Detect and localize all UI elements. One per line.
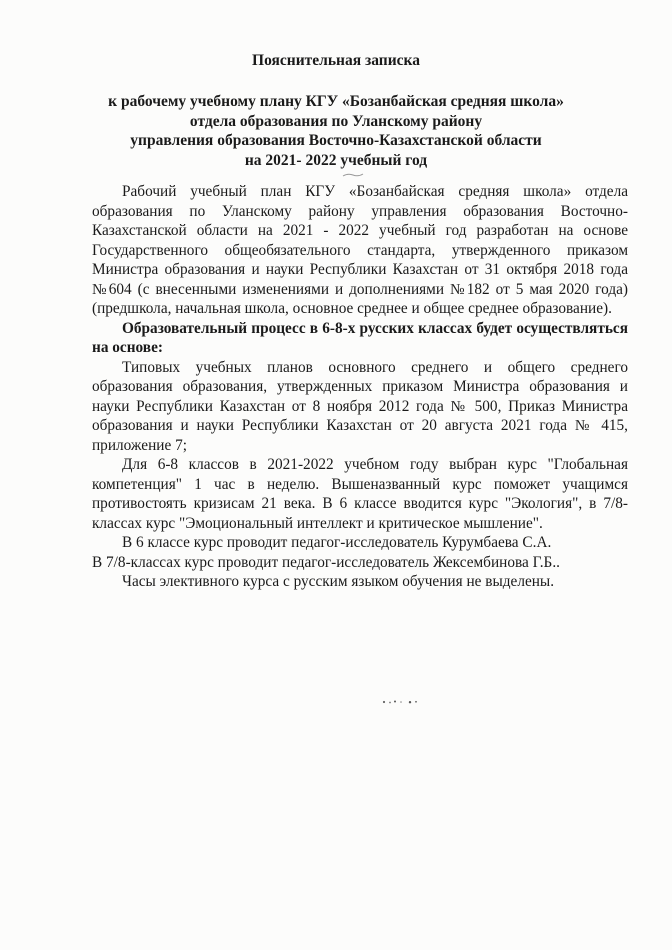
scan-speck-icon — [342, 172, 364, 178]
subtitle-line: управления образования Восточно-Казахстанской области — [130, 132, 542, 149]
paragraph-course: Для 6-8 классов в 2021-2022 учебном году выбран курс "Глобальная компетенция" 1 час в неделю. Вышеназванный курс поможет учащимся противостоять кризисам 21 века. В 6 классе вводится курс "Экология", в 7/8-классах курс "Эмоциональный интеллект и критическое мышление". — [92, 456, 628, 532]
paragraph-typical-plans: Типовых учебных планов основного среднего и общего среднего образования образования, утвержденных приказом Министра образования и науки Республики Казахстан от 8 ноября 2012 года № 500, Приказ Министра образования и науки Республики Казахстан от 20 августа 2021 года № 415, приложение 7; — [92, 358, 628, 454]
paragraph-teacher-78: В 7/8-классах курс проводит педагог-исследователь Жексембинова Г.Б.. — [92, 553, 560, 571]
document-title: Пояснительная записка — [252, 52, 420, 69]
paragraph-teacher-6: В 6 классе курс проводит педагог-исследователь Курумбаева С.А. — [122, 534, 552, 551]
paragraph-elective: Часы элективного курса с русским языком обучения не выделены. — [122, 573, 555, 590]
scan-speck-icon — [381, 699, 421, 705]
paragraph-process-heading: Образовательный процесс в 6-8-х русских классах будет осуществляться на основе: — [92, 319, 628, 356]
document-body — [92, 182, 628, 592]
subtitle-line: к рабочему учебному плану КГУ «Бозанбайская средняя школа» — [108, 93, 564, 110]
document-subtitle — [90, 92, 582, 170]
subtitle-line: отдела образования по Уланскому району — [189, 112, 483, 130]
subtitle-line: на 2021- 2022 учебный год — [244, 151, 428, 169]
paragraph-intro: Рабочий учебный план КГУ «Бозанбайская средняя школа» отдела образования по Уланскому району управления образования Восточно-Казахстанской области на 2021 - 2022 учебный год разработан на основе Государственного общеобязательного стандарта, утвержденного приказом Министра образования и науки Республики Казахстан от 31 октября 2018 года №604 (с внесенными изменениями и дополнениями №182 от 5 мая 2020 года) (предшкола, начальная школа, основное среднее и общее среднее образование). — [92, 183, 628, 317]
